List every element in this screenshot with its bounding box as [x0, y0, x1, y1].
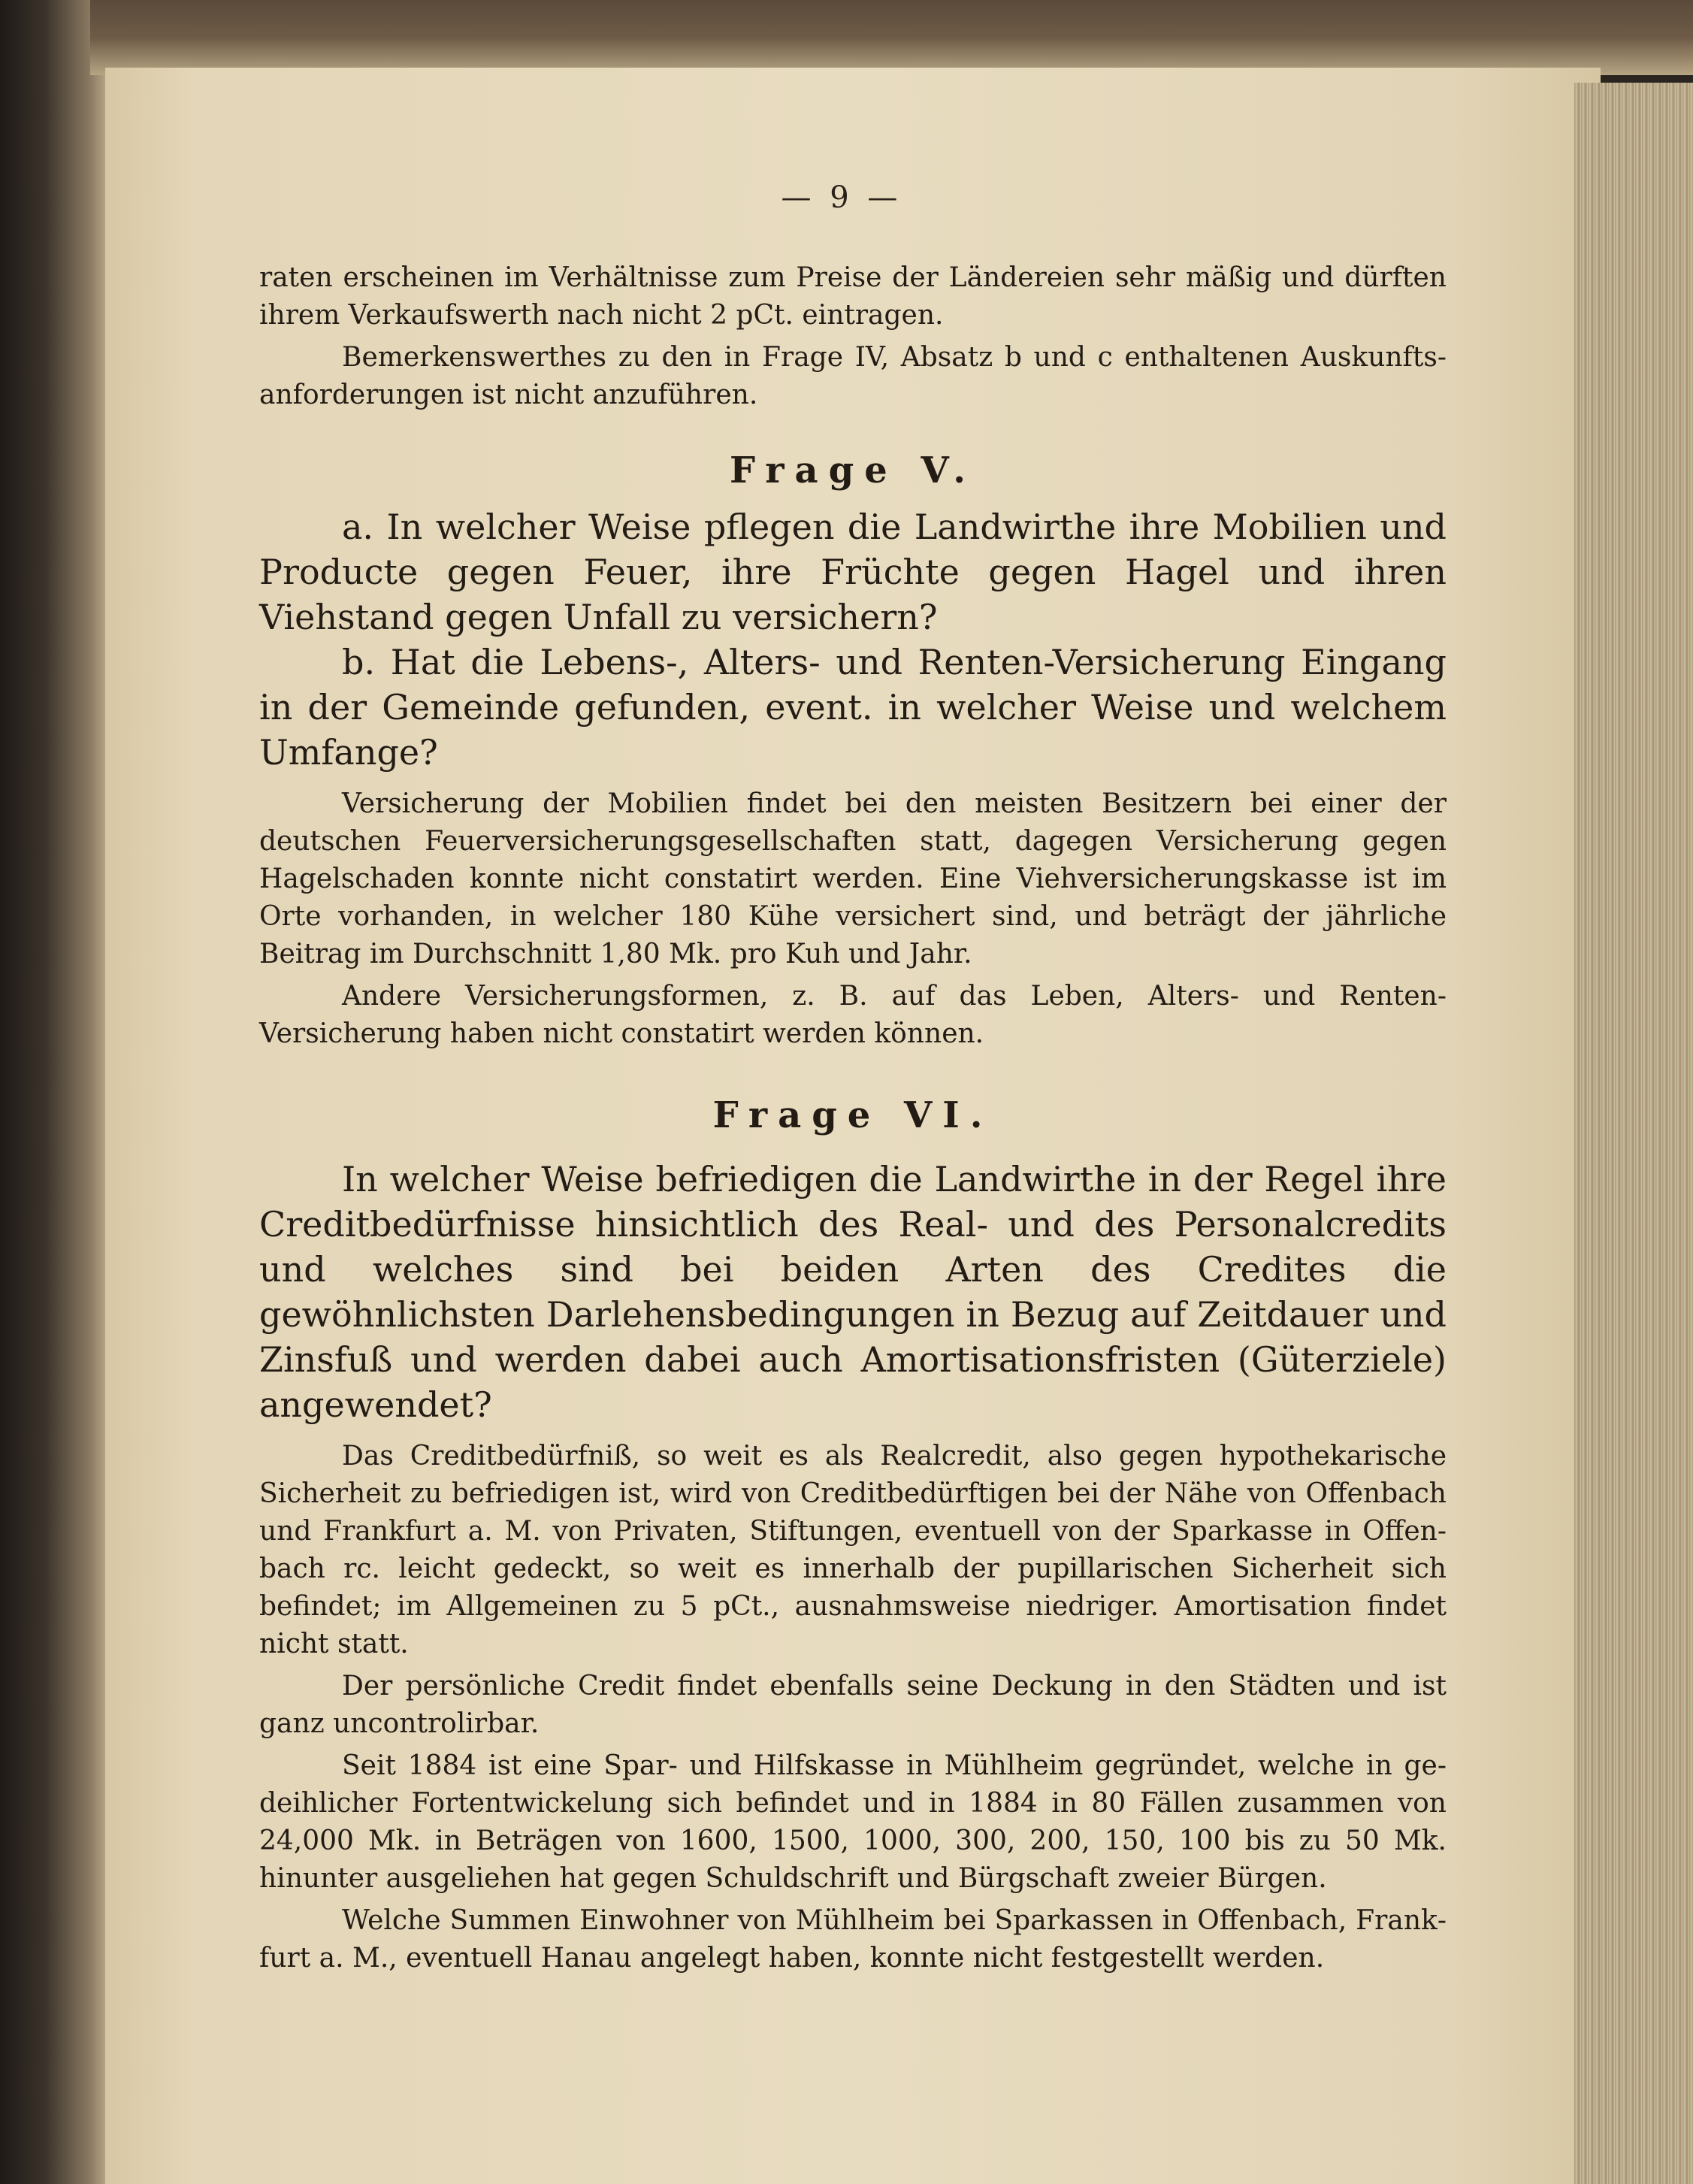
frage-vi-answer-4: Welche Summen Einwohner von Mühlheim bei Sparkassen in Offenbach, Frankfurt a. M., eventuell Hanau angelegt haben, konnte nicht festgestellt werden.: [259, 1905, 1447, 1974]
paragraph-continuation: raten erscheinen im Verhältnisse zum Preise der Ländereien sehr mäßig und dürften ihrem Verkaufswerth nach nicht 2 pCt. eintragen.: [259, 262, 1447, 331]
frage-v-answer-1: Versicherung der Mobilien findet bei den meisten Besitzern bei einer der deutschen Feuerversicherungsgesellschaften statt, dagegen Versicherung gegen Hagelschaden konnte nicht constatirt werden. Eine Viehversicherungskasse ist im Orte vorhanden, in welcher 180 Kühe versichert sind, und beträgt der jährliche Beitrag im Durchschnitt 1,80 Mk. pro Kuh und Jahr.: [259, 788, 1447, 969]
book-spine: [0, 0, 113, 2184]
frage-v-heading: Frage V.: [730, 449, 976, 492]
page-text: [259, 259, 1447, 1977]
page-number: — 9 —: [781, 180, 902, 215]
frage-vi-question: In welcher Weise befriedigen die Landwirthe in der Regel ihre Creditbedürfnisse hinsichtlich des Real- und des Personalcredits und welches sind bei beiden Arten des Credites die gewöhnlichsten Darlehensbedingungen in Bezug auf Zeitdauer und Zinsfuß und werden dabei auch Amortisationsfristen (Güterziele) angewendet?: [259, 1159, 1447, 1425]
frage-vi-answer-2: Der persönliche Credit findet ebenfalls seine Deckung in den Städten und ist ganz uncontrolirbar.: [259, 1671, 1447, 1739]
frage-v-answer-2: Andere Versicherungsformen, z. B. auf das Leben, Alters- und Renten-Versicherung haben nicht constatirt werden können.: [259, 981, 1447, 1049]
frage-vi-heading: Frage VI.: [712, 1094, 993, 1136]
paragraph-remark: Bemerkenswerthes zu den in Frage IV, Absatz b und c enthaltenen Auskunftsanforderungen ist nicht anzuführen.: [259, 342, 1447, 410]
frage-vi-answer-3: Seit 1884 ist eine Spar- und Hilfskasse in Mühlheim gegründet, welche in gedeihlicher Fortentwickelung sich befindet und in 1884 in 80 Fällen zusammen von 24,000 Mk. in Beträgen von 1600, 1500, 1000, 300, 200, 150, 100 bis zu 50 Mk. hinunter ausgeliehen hat gegen Schuldschrift und Bürgschaft zweier Bürgen.: [259, 1750, 1447, 1894]
frage-v-question-a: a. In welcher Weise pflegen die Landwirthe ihre Mobilien und Producte gegen Feuer, ihre Früchte gegen Hagel und ihren Viehstand gegen Unfall zu versichern?: [259, 507, 1447, 637]
page-stack-edge: [1574, 83, 1693, 2184]
book-top-edge: [90, 0, 1693, 75]
frage-vi-answer-1: Das Creditbedürfniß, so weit es als Realcredit, also gegen hypothekarische Sicherheit zu befriedigen ist, wird von Creditbedürftigen bei der Nähe von Offenbach und Frankfurt a. M. von Privaten, Stiftungen, eventuell von der Sparkasse in Offenbach rc. leicht gedeckt, so weit es innerhalb der pupillarischen Sicherheit sich befindet; im Allgemeinen zu 5 pCt., ausnahmsweise niedriger. Amortisation findet nicht statt.: [259, 1441, 1447, 1659]
frage-v-question-b: b. Hat die Lebens-, Alters- und Renten-Versicherung Eingang in der Gemeinde gefunden, event. in welcher Weise und welchem Umfange?: [259, 642, 1447, 773]
